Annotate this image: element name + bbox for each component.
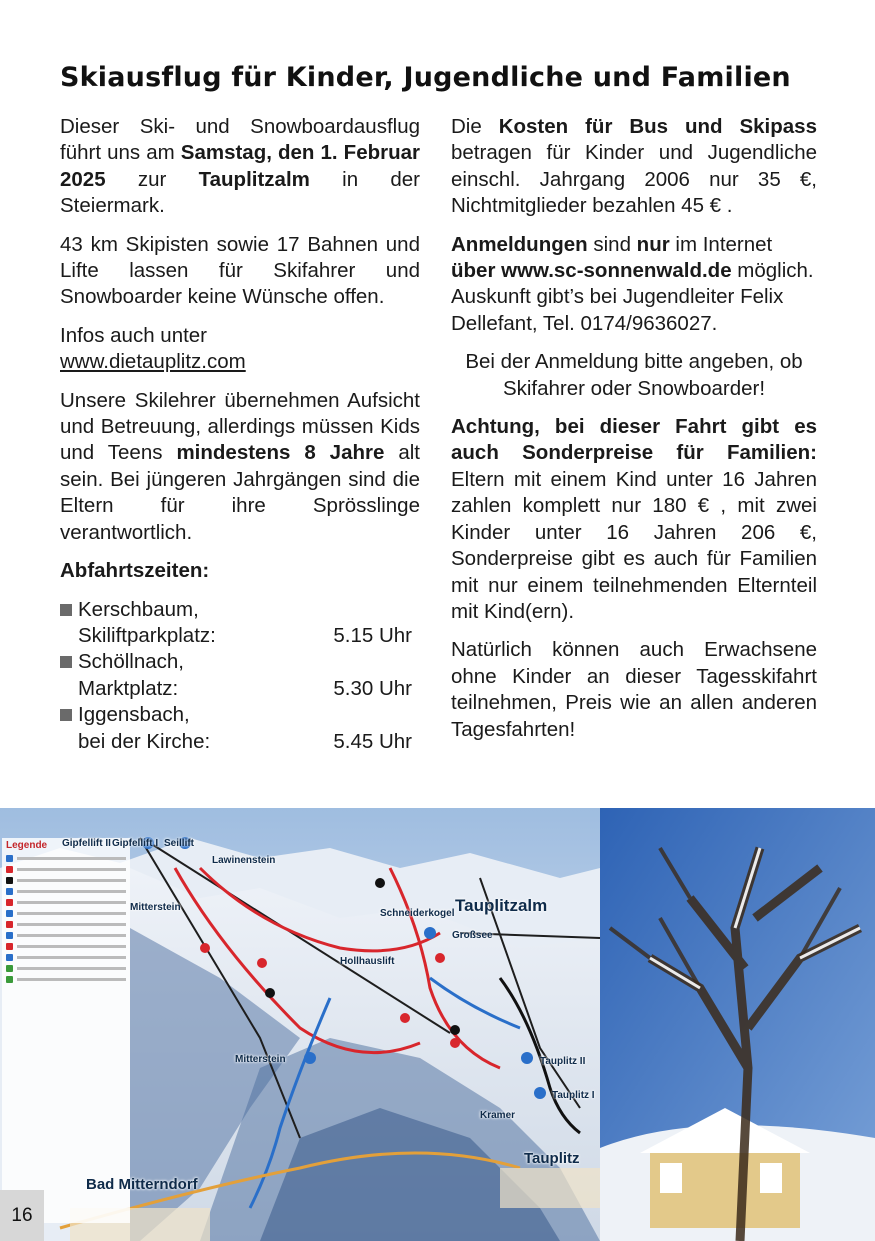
registration-contact: möglich. Auskunft gibt’s bei Jugendleiter Felix Dellefant, Tel. 0174/9636027.: [451, 259, 814, 335]
label-bad-mitterndorf: Bad Mitterndorf: [86, 1176, 198, 1193]
label-tauplitz-2: Tauplitz II: [540, 1056, 586, 1067]
info-paragraph: [60, 323, 420, 376]
family-heading: Achtung, bei dieser Fahrt gibt es auch Sonderpreise für Familien:: [451, 415, 817, 465]
costs-text-2: betragen für Kinder und Jugendliche einschl. Jahrgang 2006 nur 35 €, Nichtmitglieder bezahlen 45 € .: [451, 141, 817, 218]
departure-spot: Skiliftparkplatz:: [78, 623, 216, 647]
right-column: [451, 114, 817, 755]
registration-bold: Anmeldungen: [451, 232, 588, 256]
label-kramer: Kramer: [480, 1110, 516, 1121]
label-gipfellift-1: Gipfellift I: [112, 838, 159, 849]
legend-row: [2, 952, 130, 963]
info-link[interactable]: www.dietauplitz.com: [60, 350, 246, 374]
lift-icon: [6, 899, 13, 906]
label-mitterstein: Mitterstein: [235, 1054, 286, 1065]
legend-line: [17, 901, 126, 904]
departure-time: 5.15 Uhr: [333, 623, 412, 647]
label-schneiderkogel: Schneiderkogel: [380, 908, 455, 919]
legend-row: [2, 864, 130, 875]
registration-text-2: im Internet: [669, 232, 773, 256]
registration-only: nur: [636, 232, 670, 256]
intro-text-3: in der Steiermark.: [60, 167, 420, 218]
legend-line: [17, 956, 126, 959]
info-icon: [6, 976, 13, 983]
legend-line: [17, 857, 126, 860]
map-legend: [2, 838, 130, 1223]
label-tauplitz-1: Tauplitz I: [552, 1090, 595, 1101]
legend-line: [17, 978, 126, 981]
label-gipfellift-2: Gipfellift II: [62, 838, 111, 849]
instructors-text-2: alt sein. Bei jüngeren Jahrgängen sind die Eltern für ihre Sprösslinge verantwortlich.: [60, 441, 420, 544]
legend-row: [2, 897, 130, 908]
legend-line: [17, 890, 126, 893]
legend-row: [2, 919, 130, 930]
legend-row: [2, 974, 130, 985]
bullet-square-icon: [60, 604, 72, 616]
first-aid-icon: [6, 965, 13, 972]
label-tauplitzalm: Tauplitzalm: [455, 896, 548, 915]
legend-line: [17, 879, 126, 882]
legend-row: [2, 963, 130, 974]
instructors-text: Unsere Skilehrer übernehmen Aufsicht und Betreuung, allerdings müssen Kids und Teens: [60, 388, 420, 465]
departure-place: Schöllnach,: [78, 650, 184, 674]
legend-line: [17, 868, 126, 871]
legend-row: [2, 908, 130, 919]
intro-text: Dieser Ski- und Snowboardausflug führt uns am: [60, 115, 420, 165]
lift-icon: [6, 932, 13, 939]
min-age: mindestens 8 Jahre: [176, 441, 385, 465]
label-mitterstein-top: Mitterstein: [130, 902, 181, 913]
family-paragraph: [451, 414, 817, 625]
legend-line: [17, 945, 126, 948]
adults-paragraph: Natürlich können auch Erwachsene ohne Kinder an dieser Tagesskifahrt teilnehmen, Preis wie an allen anderen Tagesfahrten!: [451, 638, 817, 741]
registration-paragraph: [451, 232, 817, 338]
departure-place: Kerschbaum,: [78, 597, 199, 621]
page-number: 16: [0, 1190, 44, 1241]
legend-row: [2, 853, 130, 864]
lift-icon: [6, 910, 13, 917]
ski-map-photo: [0, 808, 875, 1241]
label-seillift: Seillift: [164, 838, 195, 849]
family-text: Eltern mit einem Kind unter 16 Jahren zahlen komplett nur 180 € , mit zwei Kinder unter 16 Jahren 206 €, Sonderpreise gibt es auch für Familien mit nur einem teilnehmenden Elternteil mit Kind(ern).: [451, 467, 817, 623]
registration-text: sind: [587, 232, 637, 256]
instructors-paragraph: [60, 388, 420, 546]
departure-item: [60, 649, 420, 702]
departures-heading: Abfahrtszeiten:: [60, 559, 210, 583]
black-piste-icon: [6, 877, 13, 884]
departure-place: Iggensbach,: [78, 703, 190, 727]
blue-piste-icon: [6, 855, 13, 862]
lift-icon: [6, 954, 13, 961]
intro-text-2: zur: [105, 167, 199, 191]
destination: Tauplitzalm: [198, 167, 310, 191]
legend-row: [2, 930, 130, 941]
registration-website[interactable]: über www.sc-sonnenwald.de: [451, 259, 732, 283]
legend-row: [2, 886, 130, 897]
label-tauplitz: Tauplitz: [524, 1150, 580, 1167]
departure-spot: Marktplatz:: [78, 676, 179, 700]
slopes-paragraph: 43 km Skipisten sowie 17 Bahnen und Lifte lassen für Skifahrer und Snowboarder keine Wünsche offen.: [60, 232, 420, 309]
trip-date: Samstag, den 1. Februar 2025: [60, 141, 420, 191]
bullet-square-icon: [60, 709, 72, 721]
costs-text: Die: [451, 115, 499, 138]
lift-icon: [6, 921, 13, 928]
left-column: [60, 114, 420, 755]
departure-item: [60, 702, 420, 755]
page-title: Skiausflug für Kinder, Jugendliche und Familien: [60, 62, 791, 93]
notice-paragraph: Bei der Anmeldung bitte angeben, ob Skifahrer oder Snowboarder!: [465, 350, 803, 400]
legend-row: [2, 875, 130, 886]
label-grosssee: Großsee: [452, 930, 493, 941]
red-piste-icon: [6, 866, 13, 873]
label-hollhaus: Hollhauslift: [340, 956, 395, 967]
legend-line: [17, 967, 126, 970]
intro-paragraph: [60, 114, 420, 220]
costs-paragraph: [451, 114, 817, 220]
lift-icon: [6, 943, 13, 950]
bullet-square-icon: [60, 656, 72, 668]
departure-item: [60, 597, 420, 650]
departure-time: 5.30 Uhr: [333, 676, 412, 700]
departure-time: 5.45 Uhr: [333, 729, 412, 753]
legend-line: [17, 934, 126, 937]
legend-title: Legende: [6, 840, 48, 851]
departures-list: [60, 597, 420, 755]
label-lawinenstein: Lawinenstein: [212, 855, 276, 866]
info-text: Infos auch unter: [60, 323, 208, 347]
legend-line: [17, 923, 126, 926]
departure-spot: bei der Kirche:: [78, 729, 211, 753]
costs-bold: Kosten für Bus und Skipass: [498, 115, 817, 138]
lift-icon: [6, 888, 13, 895]
legend-row: [2, 941, 130, 952]
legend-line: [17, 912, 126, 915]
